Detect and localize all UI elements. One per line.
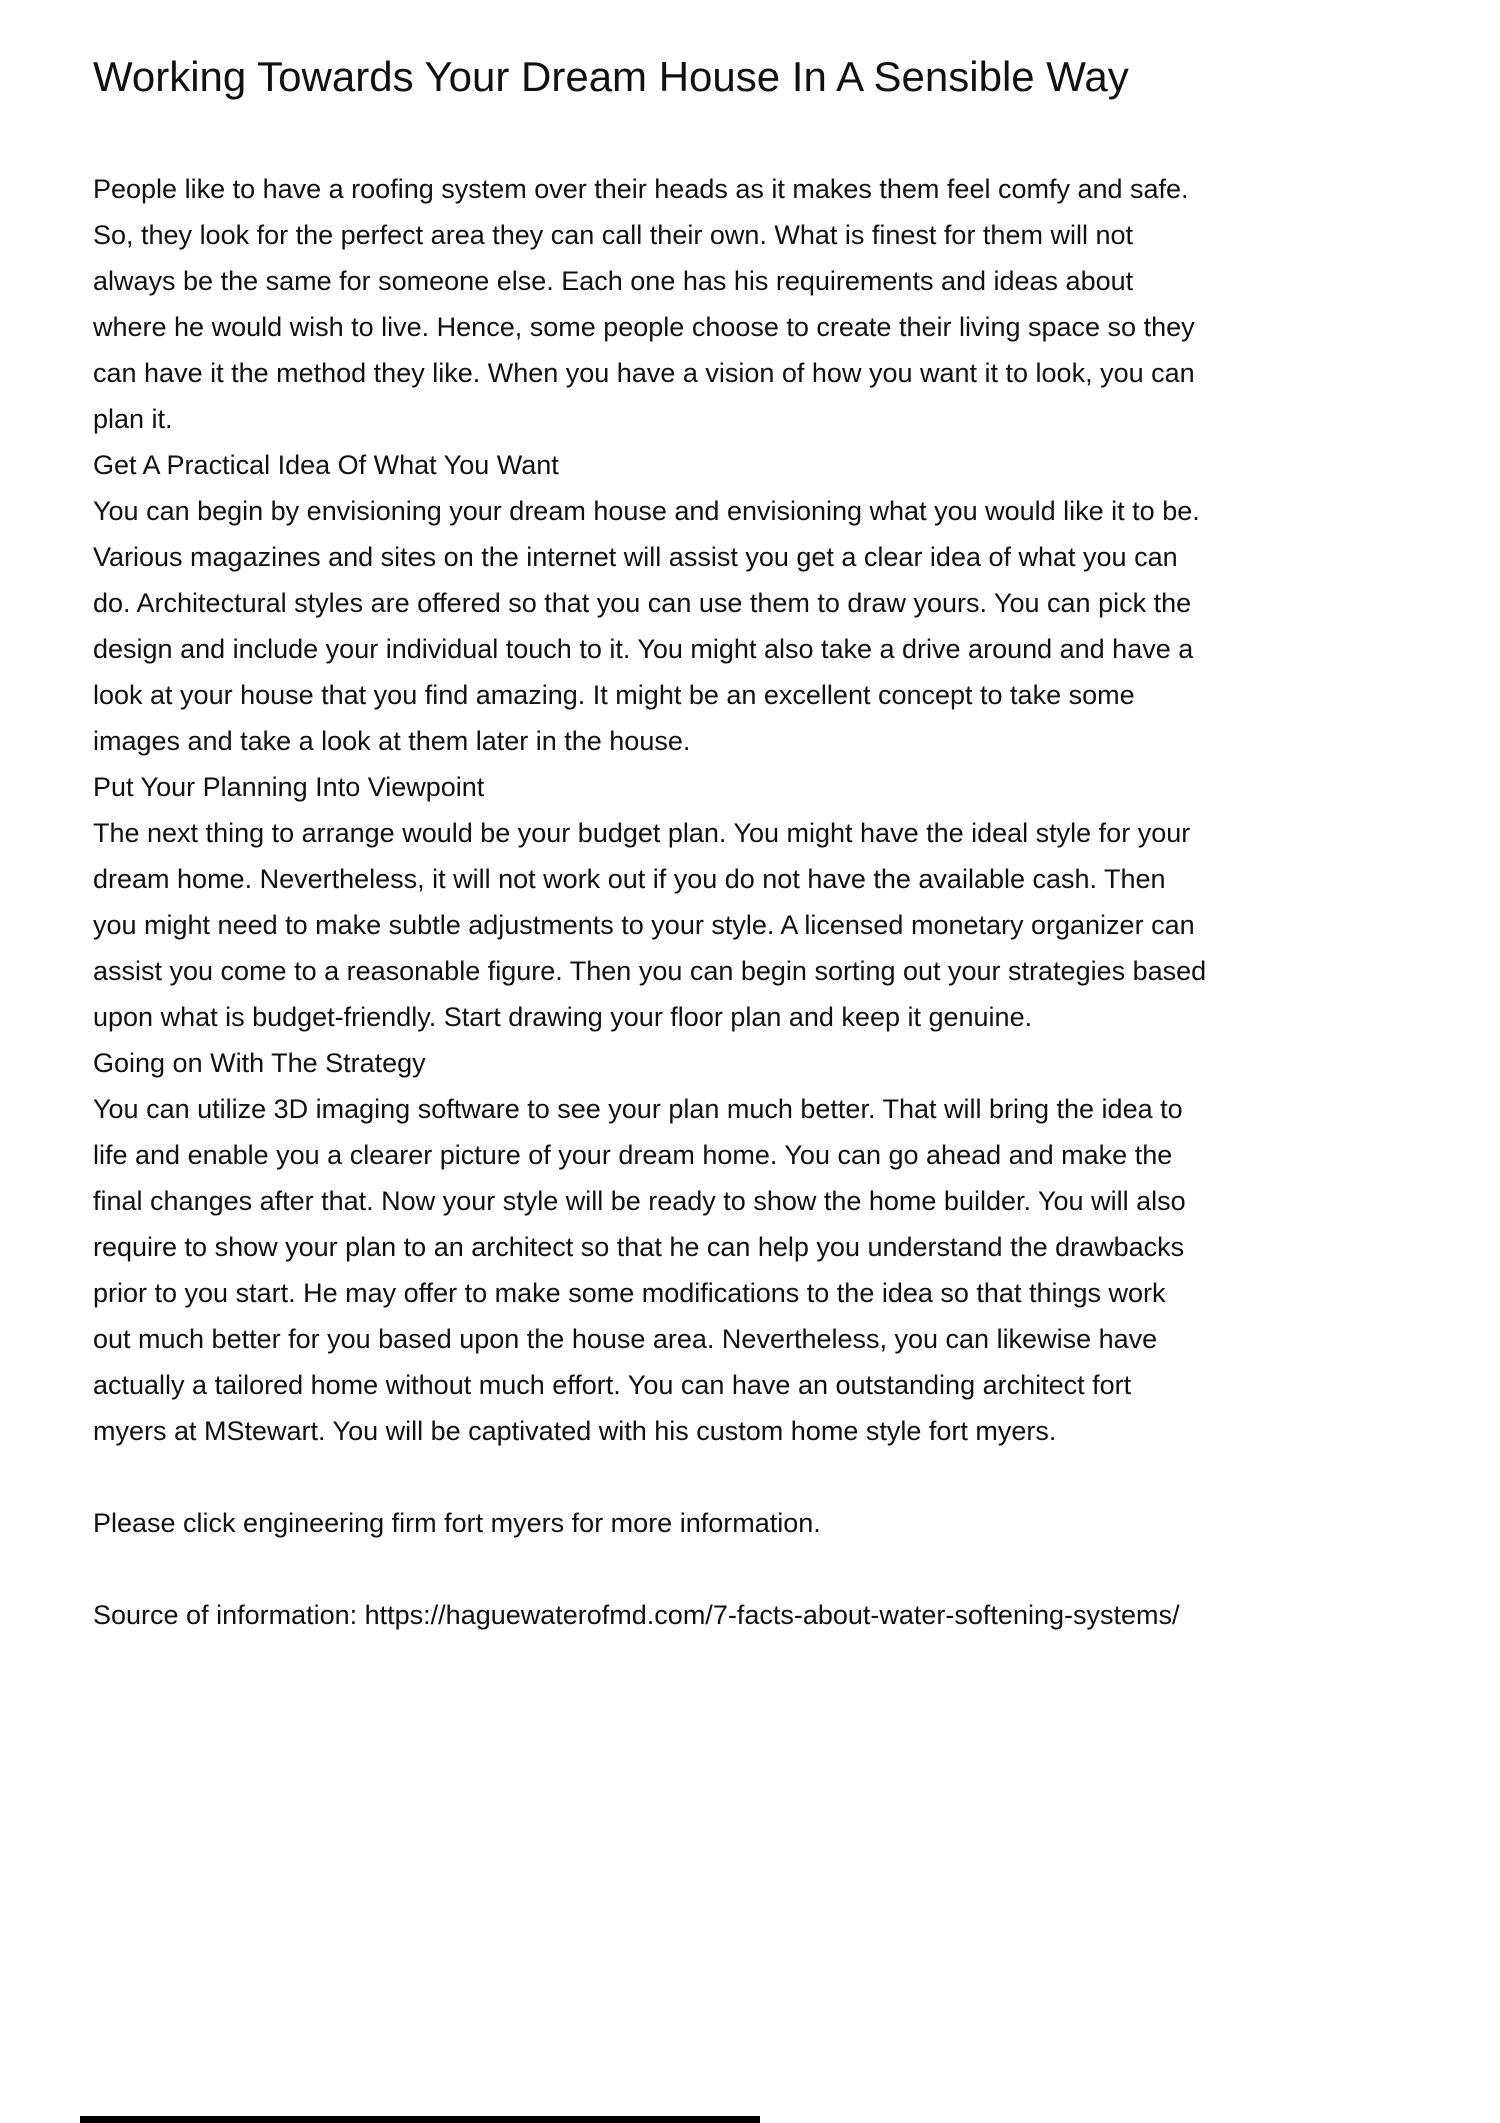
body-line: can have it the method they like. When you have a vision of how you want it to look, you can: [93, 358, 1195, 388]
body-line: You can utilize 3D imaging software to see your plan much better. That will bring the idea to: [93, 1094, 1183, 1124]
body-line: you might need to make subtle adjustments to your style. A licensed monetary organizer can: [93, 910, 1195, 940]
body-line: upon what is budget-friendly. Start drawing your floor plan and keep it genuine.: [93, 1002, 1033, 1032]
body-line: You can begin by envisioning your dream house and envisioning what you would like it to be.: [93, 496, 1200, 526]
body-line: prior to you start. He may offer to make some modifications to the idea so that things work: [93, 1278, 1166, 1308]
cta-line: Please click engineering firm fort myers for more information.: [93, 1508, 821, 1538]
body-line: design and include your individual touch to it. You might also take a drive around and have a: [93, 634, 1194, 664]
body-line: final changes after that. Now your style will be ready to show the home builder. You will also: [93, 1186, 1186, 1216]
body-line: People like to have a roofing system over their heads as it makes them feel comfy and safe.: [93, 174, 1189, 204]
section-heading: Get A Practical Idea Of What You Want: [93, 450, 559, 480]
body-line: assist you come to a reasonable figure. Then you can begin sorting out your strategies based: [93, 956, 1207, 986]
body-line: Various magazines and sites on the internet will assist you get a clear idea of what you can: [93, 542, 1178, 572]
page-title: Working Towards Your Dream House In A Sensible Way: [93, 53, 1129, 100]
body-line: do. Architectural styles are offered so that you can use them to draw yours. You can pick the: [93, 588, 1192, 618]
article-body: [93, 166, 1407, 1454]
body-line: life and enable you a clearer picture of your dream home. You can go ahead and make the: [93, 1140, 1173, 1170]
body-line: out much better for you based upon the house area. Nevertheless, you can likewise have: [93, 1324, 1158, 1354]
body-line: myers at MStewart. You will be captivated with his custom home style fort myers.: [93, 1416, 1057, 1446]
body-line: where he would wish to live. Hence, some people choose to create their living space so they: [93, 312, 1195, 342]
body-line: The next thing to arrange would be your budget plan. You might have the ideal style for your: [93, 818, 1191, 848]
body-line: actually a tailored home without much effort. You can have an outstanding architect fort: [93, 1370, 1132, 1400]
section-heading: Put Your Planning Into Viewpoint: [93, 772, 485, 802]
body-line: images and take a look at them later in the house.: [93, 726, 691, 756]
body-line: So, they look for the perfect area they can call their own. What is finest for them will not: [93, 220, 1133, 250]
bottom-strip: [80, 2116, 760, 2123]
section-heading: Going on With The Strategy: [93, 1048, 426, 1078]
source-line: Source of information: https://haguewaterofmd.com/7-facts-about-water-softening-systems/: [93, 1600, 1180, 1630]
body-line: require to show your plan to an architect so that he can help you understand the drawbacks: [93, 1232, 1185, 1262]
body-line: plan it.: [93, 404, 173, 434]
body-line: look at your house that you find amazing. It might be an excellent concept to take some: [93, 680, 1135, 710]
body-line: always be the same for someone else. Each one has his requirements and ideas about: [93, 266, 1134, 296]
body-line: dream home. Nevertheless, it will not work out if you do not have the available cash. Then: [93, 864, 1166, 894]
